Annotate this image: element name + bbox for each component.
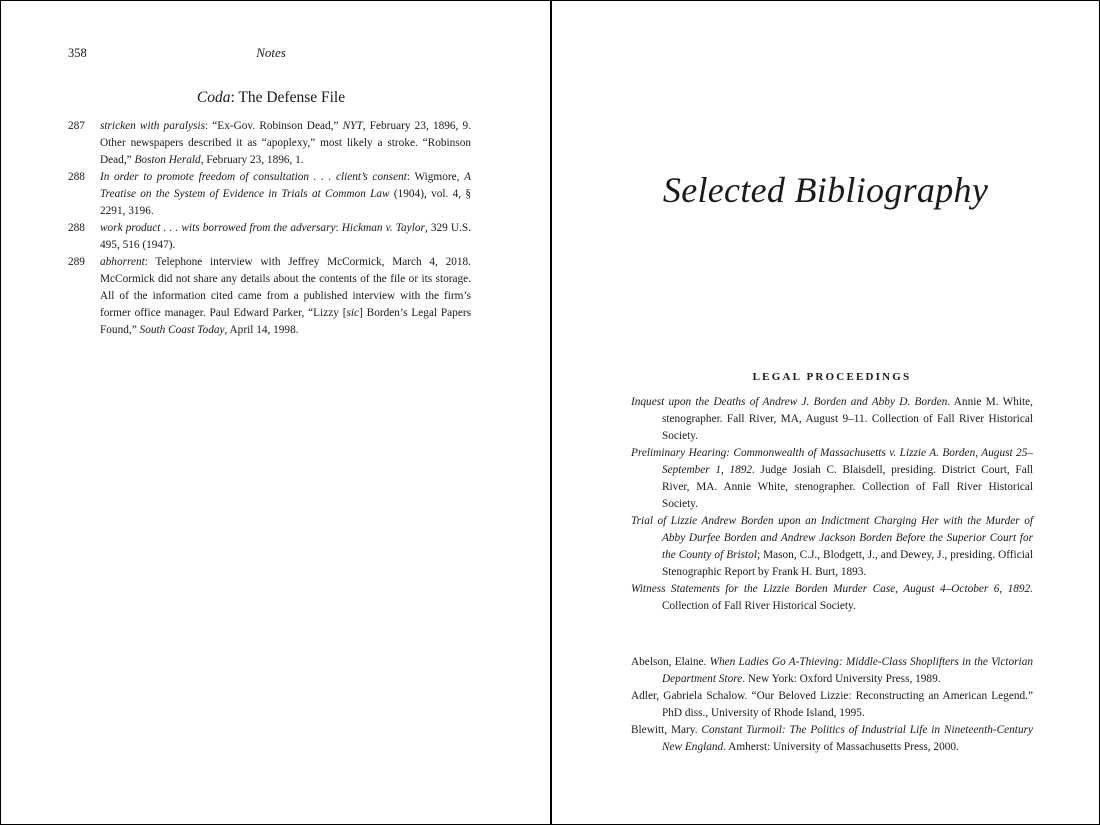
text-run: : Wigmore, [406,171,465,183]
italic-text: NYT [342,120,363,132]
left-page [1,1,552,824]
text-run: ; Mason, C.J., Blodgett, J., and Dewey, J., presiding. Official Stenographic Report by Frank H. Burt, 1893. [662,549,1033,578]
italic-text: Inquest upon the Deaths of Andrew J. Borden and Abby D. Borden [631,396,948,408]
text-run: . Amherst: University of Massachusetts Press, 2000. [723,741,959,753]
text-run: . Annie M. White, stenographer. Fall River, MA, August 9–11. Collection of Fall River Historical Society. [662,396,1034,442]
italic-text: Trial of Lizzie Andrew Borden upon an Indictment Charging Her with the Murder of Abby Durfee Borden and Andrew Jackson Borden Before the Superior Court for the County of Bristol [631,515,1033,561]
note-page-ref: 288 [68,222,85,234]
italic-text: Witness Statements for the Lizzie Borden Murder Case, August 4–October 6, 1892. [631,583,1033,595]
section-title-italic: Coda [196,89,231,106]
section-title [1,89,541,107]
notes-list [68,118,471,339]
note-text [100,169,471,220]
bibliography-entry [631,722,1033,756]
note-item [68,254,471,339]
text-run: Collection of Fall River Historical Society. [662,600,856,612]
italic-text: A Treatise on the System of Evidence in Trials at Common Law [100,171,471,200]
text-run: : Telephone interview with Jeffrey McCormick, March 4, 2018. McCormick did not share any details about the contents of the file or its storage. All of the information cited came from a published interview with the firm’s former office manager. Paul Edward Parker, “Lizzy [ [100,256,471,319]
italic-text: abhorrent [100,256,145,268]
text-run: , 329 U.S. 495, 516 (1947). [100,222,471,251]
legal-proceeding-entry [631,394,1033,445]
italic-text: Preliminary Hearing: Commonwealth of Massachusetts v. Lizzie A. Borden, August 25–September 1, 1892. [631,447,1033,476]
text-run: . New York: Oxford University Press, 1989. [742,673,941,685]
italic-text: work product . . . wits borrowed from the adversary [100,222,336,234]
text-run: (1904), vol. 4, § 2291, 3196. [100,188,471,217]
legal-proceedings-heading: LEGAL PROCEEDINGS [752,371,912,383]
running-head: Notes [256,45,286,60]
note-item [68,220,471,254]
text-run: : “Ex-Gov. Robinson Dead,” [204,120,343,132]
note-page-ref: 288 [68,171,85,183]
text-run: Adler, Gabriela Schalow. “Our Beloved Lizzie: Reconstructing an American Legend.” PhD diss., University of Rhode Island, 1995. [631,690,1033,719]
page-number: 358 [68,46,87,60]
text-run: , February 23, 1896, 1. [200,154,304,166]
text-run: Blewitt, Mary. [631,724,702,736]
note-item [68,169,471,220]
note-text [100,254,471,339]
text-run: Judge Josiah C. Blaisdell, presiding. District Court, Fall River, MA. Annie White, stenographer. Collection of Fall River Historical Society. [662,464,1033,510]
note-page-ref: 287 [68,120,85,132]
text-run: ] Borden’s Legal Papers Found,” [100,307,472,336]
italic-text: sic [346,307,360,319]
section-title-rest: : The Defense File [230,89,346,106]
note-text [100,118,471,169]
italic-text: When Ladies Go A-Thieving: Middle-Class Shoplifters in the Victorian Department Store [662,656,1033,685]
italic-text: Hickman v. Taylor [341,222,425,234]
bibliography-entry [631,688,1033,722]
note-text [100,220,471,254]
text-run: , February 23, 1896, 9. Other newspapers described it as “apoplexy,” most likely a stroke. “Robinson Dead,” [100,120,472,166]
italic-text: Boston Herald [134,154,201,166]
italic-text: In order to promote freedom of consultation . . . client’s consent [100,171,407,183]
right-page [552,1,1099,824]
legal-proceeding-entry [631,445,1033,513]
legal-proceeding-entry [631,581,1033,615]
bibliography-entry [631,654,1033,688]
italic-text: stricken with paralysis [100,120,205,132]
chapter-title: Selected Bibliography [662,170,989,210]
text-run: Abelson, Elaine. [631,656,710,668]
legal-proceedings-list [631,394,1033,615]
note-item [68,118,471,169]
bibliography-list [631,654,1033,756]
note-page-ref: 289 [68,256,85,268]
italic-text: Constant Turmoil: The Politics of Industrial Life in Nineteenth-Century New England [662,724,1034,753]
legal-proceeding-entry [631,513,1033,581]
italic-text: South Coast Today [139,324,225,336]
text-run: : [335,222,342,234]
text-run: , April 14, 1998. [224,324,299,336]
